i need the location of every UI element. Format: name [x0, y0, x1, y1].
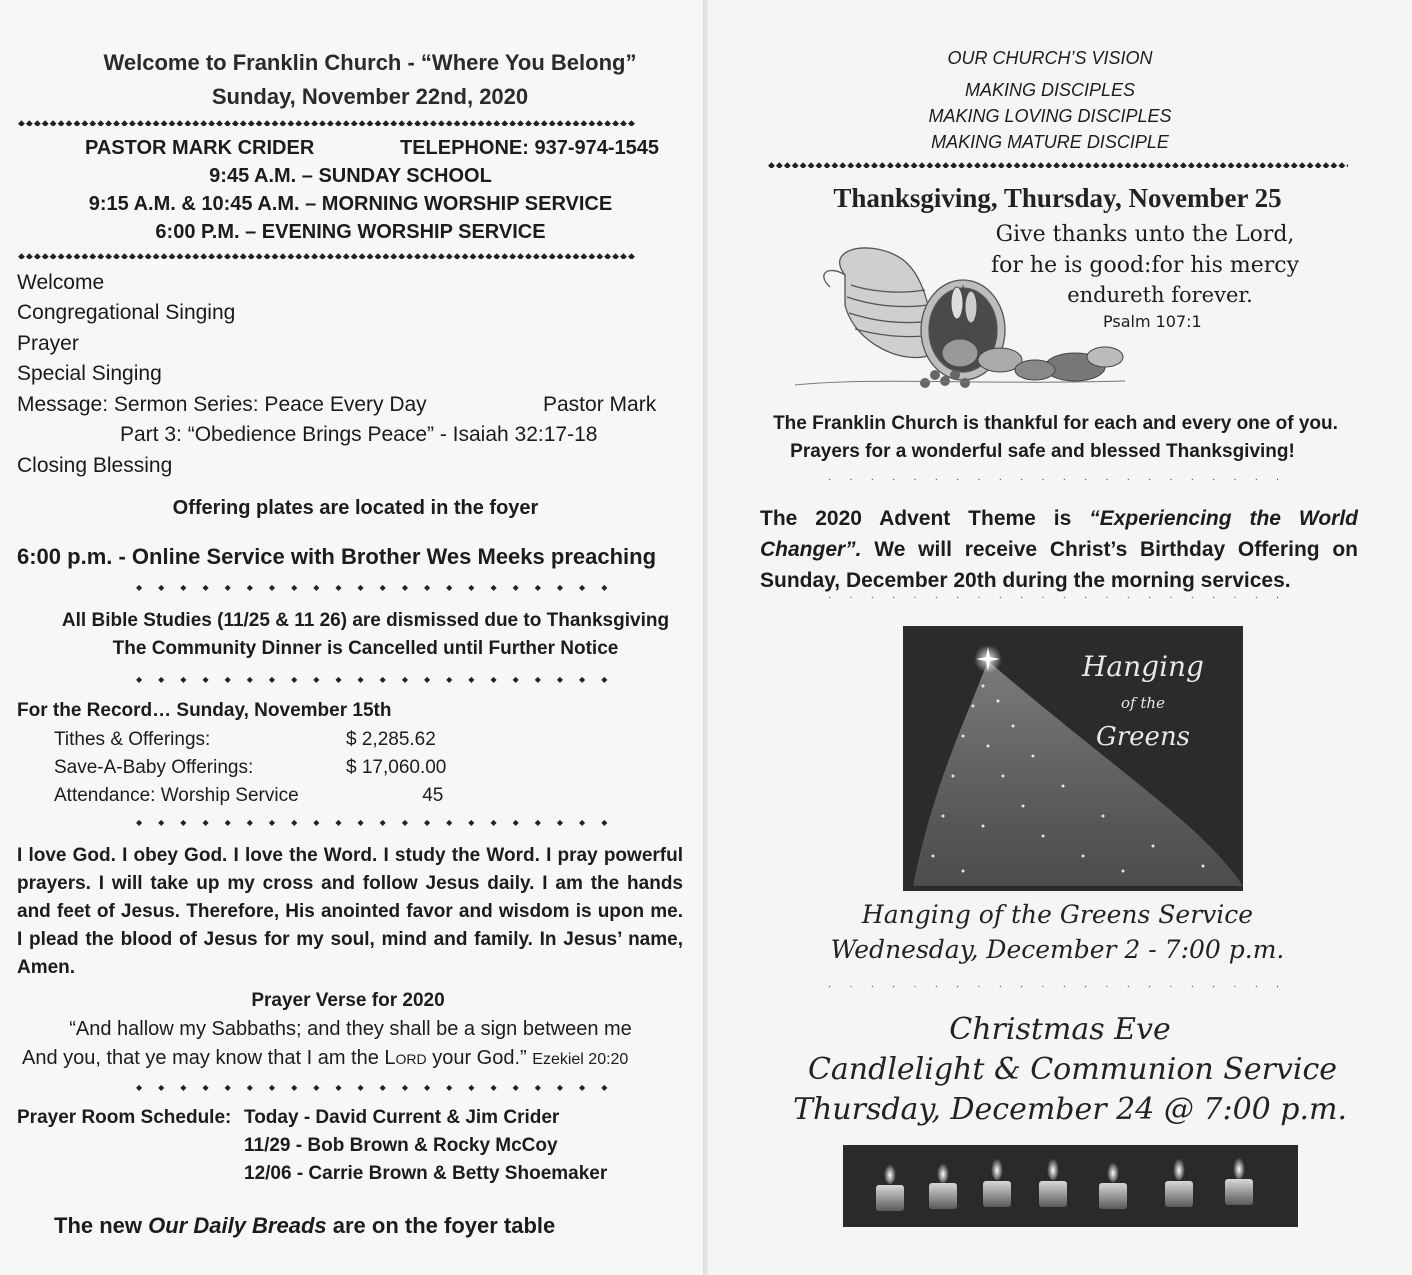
- thanksgiving-title: Thanksgiving, Thursday, November 25: [833, 183, 1282, 213]
- schedule-sunday-school: 9:45 A.M. – SUNDAY SCHOOL: [209, 165, 492, 187]
- candles-image: [843, 1145, 1298, 1227]
- divider: [18, 118, 683, 126]
- schedule-evening-worship: 6:00 P.M. – EVENING WORSHIP SERVICE: [155, 221, 546, 243]
- vision-title: OUR CHURCH’S VISION: [947, 48, 1153, 68]
- schedule-morning-worship: 9:15 A.M. & 10:45 A.M. – MORNING WORSHIP SERVICE: [88, 193, 613, 215]
- vision-line: MAKING MATURE DISCIPLE: [931, 132, 1169, 152]
- pastor-name: PASTOR MARK CRIDER: [85, 137, 315, 159]
- candle-icon: [1099, 1160, 1127, 1209]
- divider: [828, 981, 1288, 993]
- telephone: TELEPHONE: 937-974-1545: [400, 137, 660, 159]
- candles-row: [843, 1145, 1298, 1227]
- vision-line: MAKING LOVING DISCIPLES: [928, 106, 1172, 126]
- order-closing: Closing Blessing: [17, 454, 173, 477]
- divider: [828, 592, 1288, 604]
- prayer-room-entry: Today - David Current & Jim Crider: [244, 1107, 560, 1128]
- advent-text: The 2020 Advent Theme is: [760, 507, 1090, 530]
- prayer-verse-text: And you, that ye may know that I am the: [22, 1047, 385, 1069]
- daily-breads-text: are on the foyer table: [326, 1213, 556, 1238]
- record-row: [54, 782, 446, 810]
- order-prayer: Prayer: [17, 332, 79, 355]
- candle-icon: [1225, 1155, 1253, 1205]
- divider: [18, 251, 683, 259]
- order-message-part: Part 3: “Obedience Brings Peace” - Isaiah 32:17-18: [120, 423, 598, 446]
- verse-line: endureth forever.: [1067, 283, 1253, 307]
- online-service: 6:00 p.m. - Online Service with Brother Wes Meeks preaching: [17, 544, 657, 569]
- prayer-verse-reference: Ezekiel 20:20: [532, 1051, 629, 1068]
- advent-theme: [760, 503, 1358, 596]
- offering-note: Offering plates are located in the foyer: [172, 497, 539, 519]
- divider: [136, 818, 616, 830]
- record-label: Attendance: Worship Service: [54, 785, 299, 806]
- greens-image-text: Greens: [1095, 722, 1191, 752]
- christmas-eve-title: Christmas Eve: [949, 1012, 1171, 1047]
- divider: [136, 675, 616, 687]
- verse-reference: Psalm 107:1: [1103, 312, 1202, 331]
- order-welcome: Welcome: [17, 271, 105, 294]
- bulletin-date: Sunday, November 22nd, 2020: [211, 84, 529, 109]
- welcome-title: Welcome to Franklin Church - “Where You Belong”: [103, 50, 637, 75]
- declaration: I love God. I obey God. I love the Word. I study the Word. I pray powerful prayers. I will take up my cross and follow Jesus daily. I am the hands and feet of Jesus. Therefore, His anointed favor and wisdom is upon me. I plead the blood of Jesus for my soul, mind and family. In Jesus’ name, Amen.: [17, 845, 683, 978]
- notice-community-dinner: The Community Dinner is Cancelled until Further Notice: [112, 638, 619, 659]
- verse-line: Give thanks unto the Lord,: [995, 222, 1295, 247]
- record-row: [54, 754, 446, 782]
- thankful-line: Prayers for a wonderful safe and blessed Thanksgiving!: [790, 441, 1295, 462]
- vision-line: MAKING DISCIPLES: [964, 80, 1136, 100]
- candle-icon: [929, 1161, 957, 1209]
- prayer-verse-line2: [22, 1047, 628, 1070]
- prayer-verse-heading: Prayer Verse for 2020: [251, 990, 445, 1011]
- greens-image-text: Hanging: [1082, 650, 1204, 683]
- prayer-room-entry: 11/29 - Bob Brown & Rocky McCoy: [244, 1135, 558, 1156]
- christmas-eve-date: Thursday, December 24 @ 7:00 p.m.: [792, 1092, 1348, 1127]
- record-heading: For the Record… Sunday, November 15th: [17, 700, 392, 721]
- order-message: Message: Sermon Series: Peace Every Day: [17, 393, 427, 416]
- record-table: [54, 726, 446, 810]
- record-label: Tithes & Offerings:: [54, 729, 211, 750]
- hanging-of-greens-image: [903, 626, 1243, 891]
- candle-icon: [1039, 1156, 1067, 1207]
- prayer-verse-line1: “And hallow my Sabbaths; and they shall be a sign between me: [69, 1018, 632, 1040]
- record-value: 45: [422, 785, 444, 806]
- advent-theme-title: “Experiencing the World Changer”.: [760, 507, 1358, 561]
- candle-icon: [876, 1162, 904, 1211]
- candle-icon: [1165, 1156, 1193, 1207]
- candle-icon: [983, 1156, 1011, 1207]
- divider: [136, 1083, 616, 1095]
- divider: [828, 474, 1288, 486]
- greens-service-title: Hanging of the Greens Service: [861, 900, 1254, 929]
- divider: [136, 583, 616, 595]
- record-label: Save-A-Baby Offerings:: [54, 757, 254, 778]
- thankful-line: The Franklin Church is thankful for each and every one of you.: [773, 413, 1338, 434]
- order-message-speaker: Pastor Mark: [543, 393, 657, 416]
- record-value: $ 17,060.00: [346, 757, 447, 778]
- order-special-singing: Special Singing: [17, 362, 162, 385]
- daily-breads-note: [54, 1213, 555, 1239]
- record-row: [54, 726, 446, 754]
- notice-bible-studies: All Bible Studies (11/25 & 11 26) are dismissed due to Thanksgiving: [61, 610, 670, 631]
- advent-text: We will receive Christ’s Birthday Offering on Sunday, December 20th during the morning services.: [760, 538, 1358, 592]
- prayer-room-entry: 12/06 - Carrie Brown & Betty Shoemaker: [244, 1163, 608, 1184]
- daily-breads-text: The new: [54, 1213, 149, 1238]
- prayer-verse-lord: Lord: [384, 1047, 427, 1069]
- record-value: $ 2,285.62: [346, 729, 436, 750]
- greens-image-text: of the: [1121, 694, 1165, 712]
- verse-line: for he is good:for his mercy: [991, 253, 1299, 278]
- greens-service-date: Wednesday, December 2 - 7:00 p.m.: [830, 935, 1285, 964]
- divider: [768, 160, 1348, 168]
- prayer-verse-text: your God.”: [426, 1047, 527, 1069]
- order-congregational-singing: Congregational Singing: [17, 301, 236, 324]
- prayer-room-label: Prayer Room Schedule:: [17, 1107, 232, 1128]
- christmas-eve-service: Candlelight & Communion Service: [807, 1052, 1338, 1087]
- daily-breads-title: Our Daily Breads: [148, 1213, 327, 1238]
